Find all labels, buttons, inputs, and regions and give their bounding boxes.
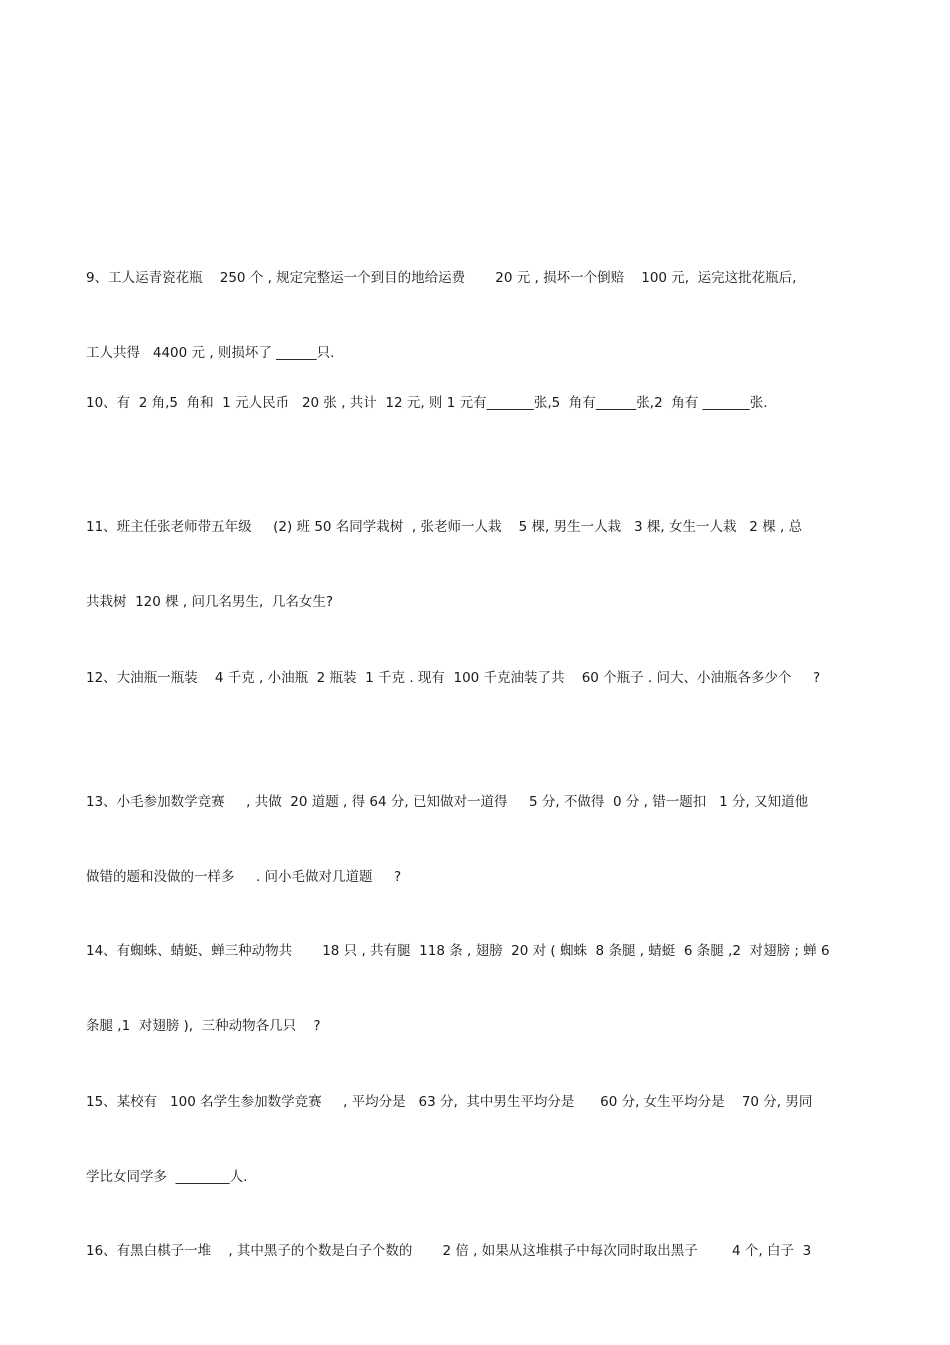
problem-15-line-2: 学比女同学多 ________人.	[86, 1169, 248, 1185]
problem-14-line-1: 14、有蜘蛛、蜻蜓、蝉三种动物共 18 只 , 共有腿 118 条 , 翅膀 20 对 ( 蜘蛛 8 条腿 , 蜻蜓 6 条腿 ,2 对翅膀 ; 蝉 6	[86, 943, 830, 959]
problem-9-line-1: 9、工人运青瓷花瓶 250 个 , 规定完整运一个到目的地给运费 20 元 , 损坏一个倒赔 100 元, 运完这批花瓶后,	[86, 270, 797, 286]
problem-12	[86, 616, 868, 741]
problem-10-line-1: 10、有 2 角,5 角和 1 元人民币 20 张 , 共计 12 元, 则 1 元有_______张,5 角有______张,2 角有 _______张.	[86, 395, 768, 411]
problem-13-line-2: 做错的题和没做的一样多 . 问小毛做对几道题 ?	[86, 869, 402, 885]
problem-16	[86, 1189, 868, 1314]
problem-11-line-2: 共栽树 120 棵 , 问几名男生, 几名女生?	[86, 594, 334, 610]
problem-12-line-1: 12、大油瓶一瓶装 4 千克 , 小油瓶 2 瓶装 1 千克 . 现有 100 千克油装了共 60 个瓶子 . 问大、小油瓶各多少个 ?	[86, 670, 821, 686]
problem-14-line-2: 条腿 ,1 对翅膀 ), 三种动物各几只 ?	[86, 1018, 321, 1034]
problem-15-line-1: 15、某校有 100 名学生参加数学竞赛 , 平均分是 63 分, 其中男生平均分是 60 分, 女生平均分是 70 分, 男同	[86, 1094, 813, 1110]
problem-11-line-1: 11、班主任张老师带五年级 (2) 班 50 名同学栽树 , 张老师一人栽 5 棵, 男生一人栽 3 棵, 女生一人栽 2 棵 , 总	[86, 519, 803, 535]
problem-13-line-1: 13、小毛参加数学竞赛 , 共做 20 道题 , 得 64 分, 已知做对一道得 5 分, 不做得 0 分 , 错一题扣 1 分, 又知道他	[86, 794, 809, 810]
problem-9-line-2: 工人共得 4400 元 , 则损坏了 ______只.	[86, 345, 335, 361]
problem-10	[86, 341, 868, 466]
problem-16-line-1: 16、有黑白棋子一堆 , 其中黑子的个数是白子个数的 2 倍 , 如果从这堆棋子中每次同时取出黑子 4 个, 白子 3	[86, 1243, 812, 1259]
